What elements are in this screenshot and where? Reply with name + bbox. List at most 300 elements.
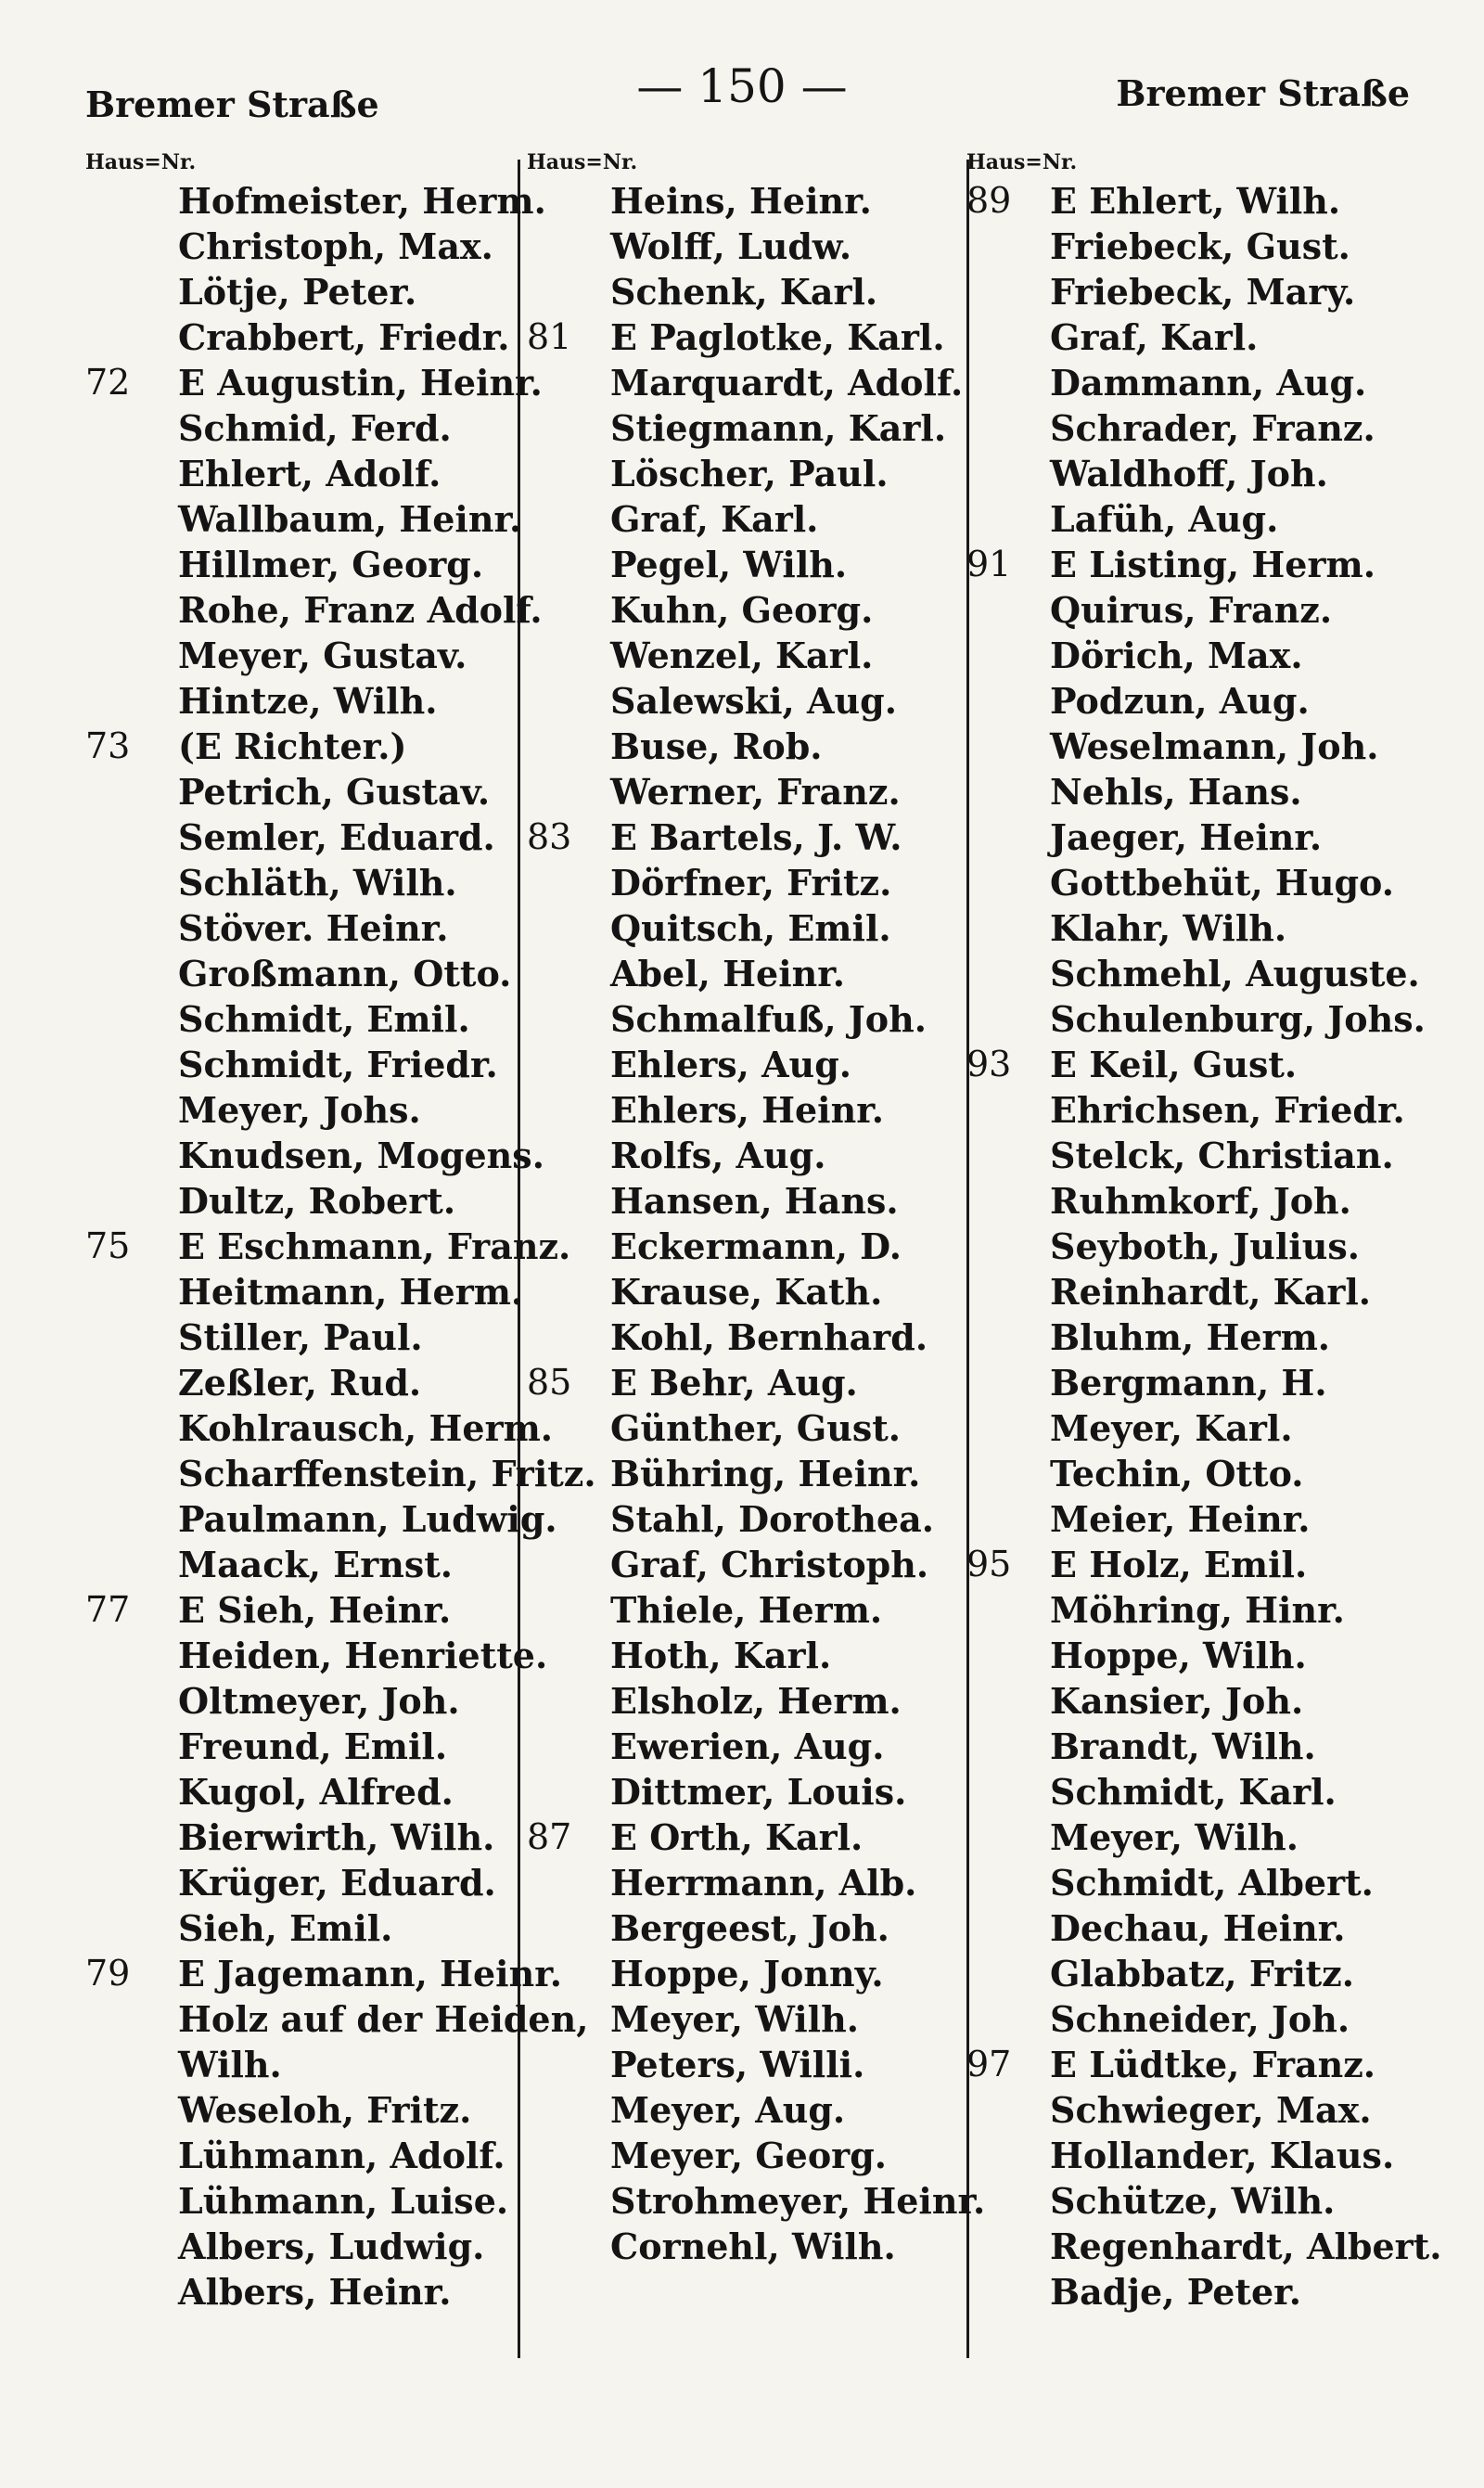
directory-entry bbox=[527, 2133, 991, 2178]
resident-name: Maack, Ernst. bbox=[178, 1544, 454, 1585]
resident-name: Stahl, Dorothea. bbox=[610, 1498, 935, 1540]
directory-entry bbox=[966, 496, 1449, 542]
directory-entry bbox=[966, 1496, 1449, 1542]
resident-name: Hillmer, Georg. bbox=[178, 544, 484, 585]
resident-name: Rohe, Franz Adolf. bbox=[178, 589, 543, 631]
resident-name: Schneider, Joh. bbox=[1050, 1998, 1350, 2040]
directory-entry bbox=[527, 1996, 991, 2042]
resident-name: Schulenburg, Johs. bbox=[1050, 998, 1426, 1040]
resident-name: E Keil, Gust. bbox=[1050, 1044, 1298, 1085]
directory-entry bbox=[85, 1133, 549, 1178]
column-header: Haus=Nr. bbox=[85, 150, 197, 174]
house-number: 79 bbox=[85, 1953, 131, 1994]
directory-entry bbox=[527, 951, 991, 996]
resident-name: (E Richter.) bbox=[178, 725, 407, 767]
directory-entry bbox=[966, 1178, 1449, 1224]
resident-name: Dittmer, Louis. bbox=[610, 1771, 907, 1813]
resident-name: Podzun, Aug. bbox=[1050, 680, 1310, 722]
directory-entry bbox=[85, 1496, 557, 1542]
resident-name: Albers, Ludwig. bbox=[178, 2225, 485, 2267]
directory-entry bbox=[527, 1269, 991, 1315]
directory-entry bbox=[85, 1678, 549, 1724]
resident-name: Meyer, Wilh. bbox=[1050, 1816, 1298, 1858]
directory-entry bbox=[527, 451, 991, 496]
directory-entry bbox=[527, 905, 991, 951]
resident-name: Hansen, Hans. bbox=[610, 1180, 899, 1222]
house-number: 87 bbox=[527, 1816, 572, 1857]
resident-name: Stiller, Paul. bbox=[178, 1316, 423, 1358]
resident-name: Dörfner, Fritz. bbox=[610, 862, 892, 904]
directory-entry bbox=[966, 451, 1449, 496]
directory-entry bbox=[85, 587, 549, 633]
resident-name: Großmann, Otto. bbox=[178, 953, 512, 994]
resident-name: Meyer, Wilh. bbox=[610, 1998, 859, 2040]
directory-entry bbox=[527, 1178, 991, 1224]
resident-name: Jaeger, Heinr. bbox=[1050, 816, 1323, 858]
resident-name: Hintze, Wilh. bbox=[178, 680, 438, 722]
directory-entry bbox=[85, 860, 549, 905]
directory-entry bbox=[527, 1633, 991, 1678]
resident-name: Quitsch, Emil. bbox=[610, 907, 891, 949]
house-number: 73 bbox=[85, 725, 131, 766]
directory-entry bbox=[85, 1178, 549, 1224]
house-number: 93 bbox=[966, 1044, 1012, 1084]
resident-name: Schläth, Wilh. bbox=[178, 862, 457, 904]
resident-name: Schenk, Karl. bbox=[610, 271, 878, 313]
resident-name: Kansier, Joh. bbox=[1050, 1680, 1304, 1722]
resident-name: Badje, Peter. bbox=[1050, 2271, 1301, 2313]
resident-name: Scharffenstein, Fritz. bbox=[178, 1453, 596, 1494]
directory-entry bbox=[966, 1769, 1449, 1815]
resident-name: Ehlers, Heinr. bbox=[610, 1089, 884, 1131]
resident-name: Krüger, Eduard. bbox=[178, 1862, 496, 1904]
directory-entry bbox=[966, 1587, 1449, 1633]
directory-entry bbox=[527, 1724, 991, 1769]
resident-name: Bluhm, Herm. bbox=[1050, 1316, 1331, 1358]
directory-entry bbox=[966, 2042, 1449, 2087]
directory-entry bbox=[85, 1951, 562, 1996]
directory-entry bbox=[85, 724, 549, 769]
resident-name: Schmidt, Emil. bbox=[178, 998, 470, 1040]
directory-entry bbox=[527, 724, 991, 769]
resident-name: E Paglotke, Karl. bbox=[610, 316, 945, 358]
directory-entry bbox=[85, 360, 549, 405]
resident-name: Schmalfuß, Joh. bbox=[610, 998, 927, 1040]
directory-entry bbox=[85, 2178, 549, 2224]
resident-name: Schütze, Wilh. bbox=[1050, 2180, 1336, 2222]
directory-entry bbox=[85, 951, 549, 996]
directory-entry bbox=[85, 2224, 549, 2269]
directory-entry bbox=[85, 1769, 549, 1815]
resident-name: Ehlert, Adolf. bbox=[178, 453, 441, 494]
resident-name: E Eschmann, Franz. bbox=[178, 1225, 571, 1267]
resident-name: Ehrichsen, Friedr. bbox=[1050, 1089, 1405, 1131]
directory-entry bbox=[966, 678, 1449, 724]
directory-entry bbox=[85, 2133, 549, 2178]
page-number: — 150 — bbox=[636, 59, 848, 113]
resident-name: Wallbaum, Heinr. bbox=[178, 498, 522, 540]
resident-name: Schmidt, Karl. bbox=[1050, 1771, 1337, 1813]
resident-name: E Lüdtke, Franz. bbox=[1050, 2044, 1376, 2085]
directory-entry bbox=[85, 996, 549, 1042]
house-number: 81 bbox=[527, 316, 572, 357]
directory-entry bbox=[966, 224, 1449, 269]
resident-name: Löscher, Paul. bbox=[610, 453, 889, 494]
house-number: 91 bbox=[966, 544, 1012, 584]
directory-entry bbox=[527, 814, 991, 860]
house-number: 95 bbox=[966, 1544, 1012, 1584]
directory-entry bbox=[966, 1633, 1449, 1678]
resident-name: Dultz, Robert. bbox=[178, 1180, 456, 1222]
directory-entry bbox=[966, 1724, 1449, 1769]
resident-name: Wolff, Ludw. bbox=[610, 225, 852, 267]
resident-name: Christoph, Max. bbox=[178, 225, 493, 267]
directory-entry bbox=[527, 314, 991, 360]
resident-name: Kugol, Alfred. bbox=[178, 1771, 454, 1813]
resident-name: Gottbehüt, Hugo. bbox=[1050, 862, 1394, 904]
directory-entry bbox=[85, 1815, 549, 1860]
resident-name: Eckermann, D. bbox=[610, 1225, 902, 1267]
resident-name: E Sieh, Heinr. bbox=[178, 1589, 452, 1631]
resident-name: Knudsen, Mogens. bbox=[178, 1135, 544, 1176]
resident-name: Lühmann, Adolf. bbox=[178, 2135, 505, 2176]
resident-name: Stiegmann, Karl. bbox=[610, 407, 947, 449]
directory-entry bbox=[966, 1951, 1449, 1996]
house-number: 83 bbox=[527, 816, 572, 857]
directory-entry bbox=[527, 2224, 991, 2269]
resident-name: Albers, Heinr. bbox=[178, 2271, 452, 2313]
directory-entry bbox=[527, 1042, 991, 1087]
directory-entry bbox=[527, 542, 991, 587]
resident-name: E Bartels, J. W. bbox=[610, 816, 902, 858]
directory-entry bbox=[85, 1587, 549, 1633]
directory-entry bbox=[966, 269, 1449, 314]
house-number: 72 bbox=[85, 362, 131, 403]
resident-name: Schmehl, Auguste. bbox=[1050, 953, 1420, 994]
directory-entry bbox=[966, 2269, 1449, 2315]
resident-name: Semler, Eduard. bbox=[178, 816, 495, 858]
resident-name: Möhring, Hinr. bbox=[1050, 1589, 1345, 1631]
directory-entry bbox=[527, 678, 991, 724]
directory-entry bbox=[85, 1269, 549, 1315]
resident-name: Nehls, Hans. bbox=[1050, 771, 1302, 813]
resident-name: Schwieger, Max. bbox=[1050, 2089, 1372, 2131]
resident-name: Meyer, Aug. bbox=[610, 2089, 846, 2131]
directory-entry bbox=[966, 1815, 1449, 1860]
resident-name: Weselmann, Joh. bbox=[1050, 725, 1379, 767]
directory-entry bbox=[527, 1360, 991, 1405]
directory-entry bbox=[527, 1405, 991, 1451]
directory-entry bbox=[966, 996, 1449, 1042]
resident-name: Ruhmkorf, Joh. bbox=[1050, 1180, 1351, 1222]
resident-name: Abel, Heinr. bbox=[610, 953, 846, 994]
resident-name: Meyer, Georg. bbox=[610, 2135, 888, 2176]
resident-name: Hofmeister, Herm. bbox=[178, 180, 546, 222]
resident-name: Friebeck, Gust. bbox=[1050, 225, 1350, 267]
resident-name: Lötje, Peter. bbox=[178, 271, 417, 313]
directory-entry bbox=[966, 724, 1449, 769]
directory-entry bbox=[85, 2269, 549, 2315]
resident-name: Marquardt, Adolf. bbox=[610, 362, 964, 404]
directory-entry bbox=[527, 1542, 991, 1587]
resident-name: Lafüh, Aug. bbox=[1050, 498, 1279, 540]
directory-entry bbox=[85, 1087, 549, 1133]
directory-entry bbox=[966, 2178, 1449, 2224]
resident-name: Petrich, Gustav. bbox=[178, 771, 491, 813]
directory-entry bbox=[966, 1360, 1449, 1405]
column-header: Haus=Nr. bbox=[966, 150, 1078, 174]
header-street-right: Bremer Straße bbox=[1116, 72, 1410, 114]
column-header: Haus=Nr. bbox=[527, 150, 638, 174]
resident-name: Regenhardt, Albert. bbox=[1050, 2225, 1442, 2267]
directory-entry bbox=[966, 405, 1449, 451]
directory-entry bbox=[527, 269, 991, 314]
directory-entry bbox=[527, 1678, 991, 1724]
resident-name: Bierwirth, Wilh. bbox=[178, 1816, 495, 1858]
resident-name: Dörich, Max. bbox=[1050, 635, 1303, 676]
column-2 bbox=[527, 147, 991, 2466]
resident-name: Graf, Christoph. bbox=[610, 1544, 929, 1585]
directory-entry bbox=[527, 769, 991, 814]
directory-entry bbox=[966, 314, 1449, 360]
directory-entry bbox=[85, 405, 549, 451]
directory-entry bbox=[966, 1678, 1449, 1724]
resident-name: Meyer, Johs. bbox=[178, 1089, 421, 1131]
resident-name: Peters, Willi. bbox=[610, 2044, 865, 2085]
directory-entry bbox=[966, 2133, 1449, 2178]
directory-entry bbox=[966, 1087, 1449, 1133]
resident-name: Elsholz, Herm. bbox=[610, 1680, 902, 1722]
resident-name: E Ehlert, Wilh. bbox=[1050, 180, 1341, 222]
directory-entry bbox=[966, 814, 1449, 860]
directory-entry bbox=[966, 860, 1449, 905]
directory-entry bbox=[527, 1315, 991, 1360]
directory-entry bbox=[527, 1087, 991, 1133]
directory-entry bbox=[85, 1405, 554, 1451]
resident-name: Weseloh, Fritz. bbox=[178, 2089, 472, 2131]
directory-entry bbox=[85, 178, 549, 224]
directory-entry bbox=[85, 1905, 549, 1951]
directory-entry bbox=[85, 1360, 549, 1405]
directory-entry bbox=[85, 2087, 549, 2133]
resident-name: Schmid, Ferd. bbox=[178, 407, 452, 449]
directory-entry bbox=[966, 951, 1449, 996]
resident-name: Graf, Karl. bbox=[610, 498, 819, 540]
directory-entry bbox=[966, 1405, 1449, 1451]
resident-name: Werner, Franz. bbox=[610, 771, 901, 813]
directory-entry bbox=[527, 496, 991, 542]
resident-name: Dechau, Heinr. bbox=[1050, 1907, 1346, 1949]
resident-name: Hoppe, Wilh. bbox=[1050, 1635, 1307, 1676]
directory-entry bbox=[527, 360, 991, 405]
directory-entry bbox=[527, 1815, 991, 1860]
resident-name: Ewerien, Aug. bbox=[610, 1725, 885, 1767]
resident-name: Heins, Heinr. bbox=[610, 180, 872, 222]
resident-name: Hollander, Klaus. bbox=[1050, 2135, 1395, 2176]
directory-entry bbox=[85, 269, 549, 314]
directory-entry bbox=[85, 1996, 589, 2042]
directory-entry bbox=[527, 1905, 991, 1951]
directory-entry bbox=[966, 1905, 1449, 1951]
resident-name: Heitmann, Herm. bbox=[178, 1271, 524, 1313]
directory-entry bbox=[85, 1224, 571, 1269]
resident-name: E Jagemann, Heinr. bbox=[178, 1953, 562, 1994]
house-number: 85 bbox=[527, 1362, 572, 1403]
directory-entry bbox=[966, 1315, 1449, 1360]
directory-entry bbox=[966, 2087, 1449, 2133]
directory-entry bbox=[966, 1996, 1449, 2042]
directory-entry bbox=[527, 1951, 991, 1996]
resident-name: Glabbatz, Fritz. bbox=[1050, 1953, 1354, 1994]
resident-name: Techin, Otto. bbox=[1050, 1453, 1304, 1494]
directory-entry bbox=[966, 1042, 1449, 1087]
resident-name: Kohl, Bernhard. bbox=[610, 1316, 928, 1358]
directory-entry bbox=[527, 1496, 991, 1542]
directory-entry bbox=[527, 1587, 991, 1633]
directory-entry bbox=[966, 769, 1449, 814]
directory-entry bbox=[527, 633, 991, 678]
resident-name: Hoppe, Jonny. bbox=[610, 1953, 884, 1994]
resident-name: Reinhardt, Karl. bbox=[1050, 1271, 1372, 1313]
resident-name: Kuhn, Georg. bbox=[610, 589, 874, 631]
resident-name: Herrmann, Alb. bbox=[610, 1862, 917, 1904]
resident-name: Meier, Heinr. bbox=[1050, 1498, 1311, 1540]
directory-entry bbox=[966, 1269, 1449, 1315]
directory-entry bbox=[966, 1542, 1449, 1587]
directory-entry bbox=[85, 769, 549, 814]
resident-name: Hoth, Karl. bbox=[610, 1635, 832, 1676]
directory-entry bbox=[527, 2087, 991, 2133]
resident-name: Brandt, Wilh. bbox=[1050, 1725, 1316, 1767]
resident-name: Graf, Karl. bbox=[1050, 316, 1259, 358]
resident-name: Paulmann, Ludwig. bbox=[178, 1498, 557, 1540]
resident-name: E Orth, Karl. bbox=[610, 1816, 864, 1858]
directory-entry bbox=[527, 1769, 991, 1815]
resident-name: Ehlers, Aug. bbox=[610, 1044, 851, 1085]
directory-entry bbox=[85, 1042, 549, 1087]
resident-name: Bergeest, Joh. bbox=[610, 1907, 889, 1949]
resident-name: Bergmann, H. bbox=[1050, 1362, 1327, 1404]
resident-name: Rolfs, Aug. bbox=[610, 1135, 826, 1176]
resident-name: Quirus, Franz. bbox=[1050, 589, 1333, 631]
resident-name: Krause, Kath. bbox=[610, 1271, 883, 1313]
resident-name: E Augustin, Heinr. bbox=[178, 362, 543, 404]
directory-entry bbox=[966, 178, 1449, 224]
resident-name: Bühring, Heinr. bbox=[610, 1453, 921, 1494]
directory-entry bbox=[85, 633, 549, 678]
directory-entry bbox=[85, 496, 549, 542]
directory-entry bbox=[527, 996, 991, 1042]
directory-entry bbox=[85, 224, 549, 269]
directory-entry bbox=[85, 905, 549, 951]
directory-entry bbox=[85, 1542, 549, 1587]
resident-name: Freund, Emil. bbox=[178, 1725, 448, 1767]
resident-name: Wilh. bbox=[178, 2044, 282, 2085]
directory-entry bbox=[85, 678, 549, 724]
resident-name: Kohlrausch, Herm. bbox=[178, 1407, 554, 1449]
directory-entry bbox=[527, 860, 991, 905]
directory-entry bbox=[85, 314, 549, 360]
directory-entry bbox=[966, 1451, 1449, 1496]
house-number: 75 bbox=[85, 1225, 131, 1266]
resident-name: Wenzel, Karl. bbox=[610, 635, 874, 676]
resident-name: Waldhoff, Joh. bbox=[1050, 453, 1328, 494]
resident-name: Schrader, Franz. bbox=[1050, 407, 1375, 449]
resident-name: E Listing, Herm. bbox=[1050, 544, 1375, 585]
resident-name: Stelck, Christian. bbox=[1050, 1135, 1394, 1176]
resident-name: Schmidt, Friedr. bbox=[178, 1044, 498, 1085]
directory-entry bbox=[85, 2042, 549, 2087]
resident-name: Dammann, Aug. bbox=[1050, 362, 1367, 404]
resident-name: Seyboth, Julius. bbox=[1050, 1225, 1360, 1267]
directory-entry bbox=[85, 814, 549, 860]
directory-entry bbox=[966, 2224, 1449, 2269]
directory-entry bbox=[966, 905, 1449, 951]
directory-entry bbox=[85, 1860, 549, 1905]
directory-entry bbox=[527, 178, 991, 224]
resident-name: Zeßler, Rud. bbox=[178, 1362, 422, 1404]
house-number: 89 bbox=[966, 180, 1012, 221]
resident-name: E Holz, Emil. bbox=[1050, 1544, 1308, 1585]
resident-name: E Behr, Aug. bbox=[610, 1362, 858, 1404]
directory-entry bbox=[527, 1451, 991, 1496]
resident-name: Friebeck, Mary. bbox=[1050, 271, 1356, 313]
directory-entry bbox=[966, 633, 1449, 678]
resident-name: Salewski, Aug. bbox=[610, 680, 897, 722]
resident-name: Heiden, Henriette. bbox=[178, 1635, 548, 1676]
resident-name: Günther, Gust. bbox=[610, 1407, 902, 1449]
directory-entry bbox=[966, 1133, 1449, 1178]
directory-entry bbox=[527, 587, 991, 633]
house-number: 97 bbox=[966, 2044, 1012, 2084]
directory-entry bbox=[527, 2178, 991, 2224]
resident-name: Klahr, Wilh. bbox=[1050, 907, 1287, 949]
resident-name: Thiele, Herm. bbox=[610, 1589, 883, 1631]
directory-entry bbox=[85, 451, 549, 496]
directory-entry bbox=[527, 1133, 991, 1178]
directory-entry bbox=[966, 360, 1449, 405]
directory-entry bbox=[966, 1860, 1449, 1905]
resident-name: Pegel, Wilh. bbox=[610, 544, 848, 585]
directory-entry bbox=[966, 542, 1449, 587]
house-number: 77 bbox=[85, 1589, 131, 1630]
resident-name: Strohmeyer, Heinr. bbox=[610, 2180, 986, 2222]
directory-entry bbox=[966, 587, 1449, 633]
resident-name: Buse, Rob. bbox=[610, 725, 823, 767]
resident-name: Meyer, Gustav. bbox=[178, 635, 467, 676]
directory-entry bbox=[966, 1224, 1449, 1269]
directory-entry bbox=[85, 1633, 549, 1678]
directory-entry bbox=[85, 542, 549, 587]
resident-name: Sieh, Emil. bbox=[178, 1907, 393, 1949]
directory-entry bbox=[527, 1860, 991, 1905]
directory-entry bbox=[527, 405, 991, 451]
column-3 bbox=[966, 147, 1449, 2466]
directory-entry bbox=[527, 224, 991, 269]
resident-name: Stöver. Heinr. bbox=[178, 907, 449, 949]
resident-name: Schmidt, Albert. bbox=[1050, 1862, 1374, 1904]
directory-entry bbox=[85, 1451, 596, 1496]
page-header bbox=[0, 54, 1484, 125]
resident-name: Oltmeyer, Joh. bbox=[178, 1680, 460, 1722]
directory-entry bbox=[527, 2042, 991, 2087]
resident-name: Meyer, Karl. bbox=[1050, 1407, 1293, 1449]
header-street-left: Bremer Straße bbox=[85, 83, 379, 125]
directory-entry bbox=[527, 1224, 991, 1269]
resident-name: Lühmann, Luise. bbox=[178, 2180, 509, 2222]
directory-entry bbox=[85, 1724, 549, 1769]
resident-name: Crabbert, Friedr. bbox=[178, 316, 510, 358]
